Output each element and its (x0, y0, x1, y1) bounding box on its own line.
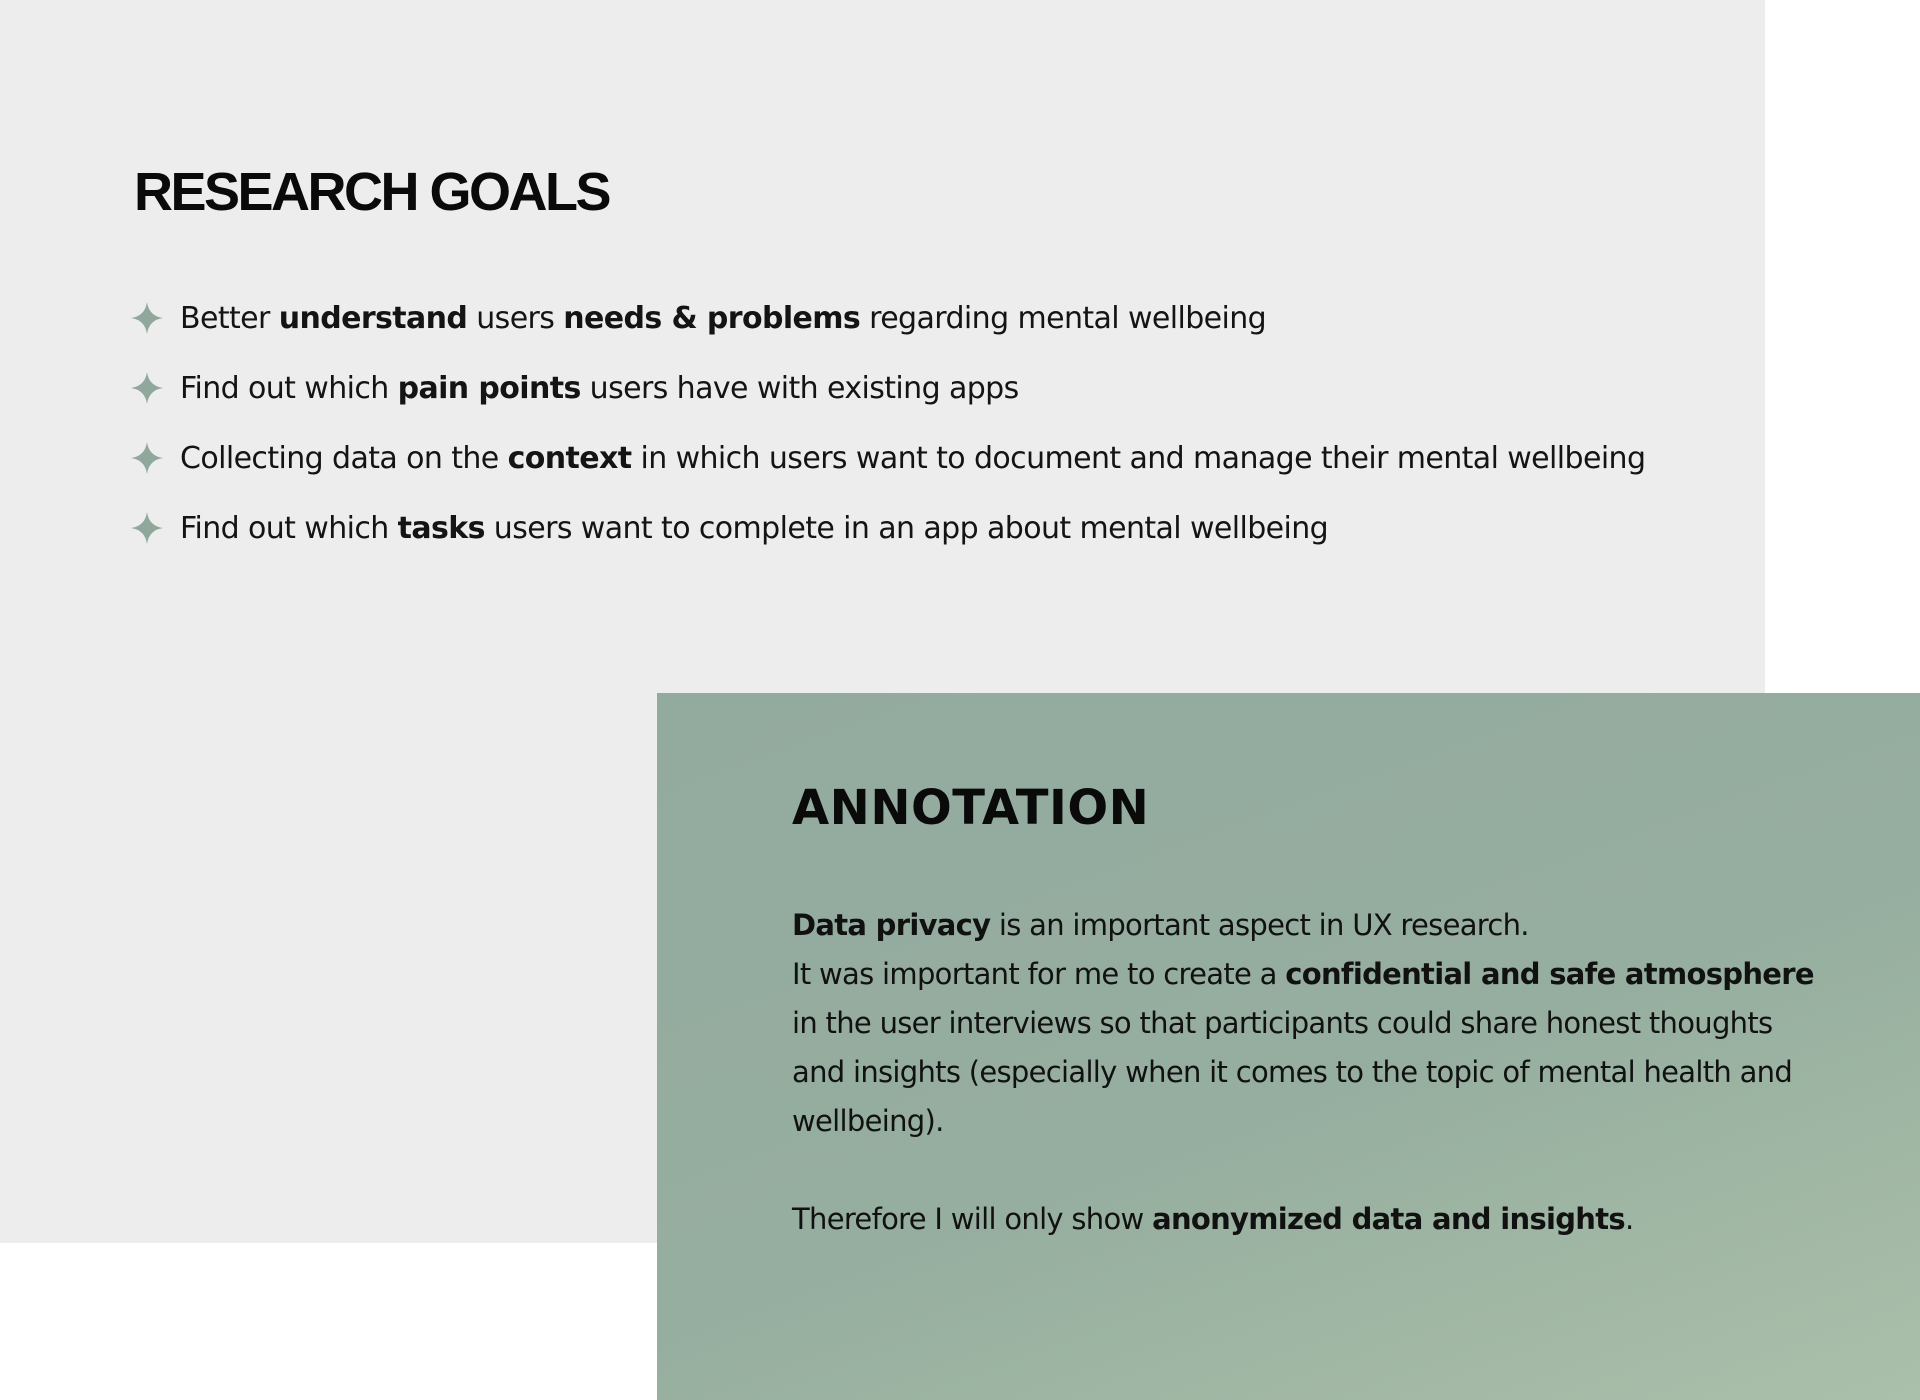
research-goals-list (130, 283, 1645, 563)
goal-text (180, 371, 1019, 406)
goal-text-part: users want to complete in an app about mental wellbeing (484, 510, 1329, 546)
annotation-title: ANNOTATION (792, 780, 1150, 836)
goal-text-emphasis: pain points (397, 370, 581, 406)
goal-item (130, 423, 1645, 493)
goal-text-part: Find out which (180, 510, 398, 546)
annotation-body (792, 901, 1832, 1244)
sparkle-icon (130, 511, 164, 545)
goal-item (130, 353, 1645, 423)
goal-text-part: in which users want to document and manage their mental wellbeing (631, 440, 1646, 476)
goal-text-part: Better (180, 300, 279, 336)
annotation-emphasis: confidential and safe atmosphere (1285, 957, 1814, 991)
goal-text-emphasis: tasks (397, 510, 485, 546)
goal-text (180, 511, 1328, 546)
annotation-text: is an important aspect in UX research. (990, 908, 1529, 942)
annotation-text: . (1624, 1202, 1634, 1236)
research-goals-title: RESEARCH GOALS (134, 162, 610, 222)
goal-text-part: users (467, 300, 564, 336)
goal-item (130, 493, 1645, 563)
goal-text-emphasis: understand (278, 300, 468, 336)
goal-text-emphasis: context (507, 440, 632, 476)
annotation-text: in the user interviews so that participants could share honest thoughts and insights (especially when it comes to the topic of mental health and wellbeing). (792, 1006, 1793, 1138)
annotation-text: Therefore I will only show (792, 1202, 1153, 1236)
goal-text-part: Collecting data on the (180, 440, 508, 476)
goal-text (180, 301, 1266, 336)
annotation-paragraph (792, 901, 1832, 1146)
annotation-emphasis: Data privacy (792, 908, 991, 942)
annotation-emphasis: anonymized data and insights (1152, 1202, 1625, 1236)
annotation-paragraph (792, 1195, 1832, 1244)
goal-item (130, 283, 1645, 353)
annotation-panel (657, 693, 1920, 1400)
sparkle-icon (130, 441, 164, 475)
goal-text-part: Find out which (180, 370, 398, 406)
goal-text-emphasis: needs & problems (563, 300, 861, 336)
sparkle-icon (130, 371, 164, 405)
goal-text-part: users have with existing apps (580, 370, 1019, 406)
goal-text (180, 441, 1645, 476)
annotation-text: It was important for me to create a (792, 957, 1286, 991)
goal-text-part: regarding mental wellbeing (860, 300, 1267, 336)
sparkle-icon (130, 301, 164, 335)
